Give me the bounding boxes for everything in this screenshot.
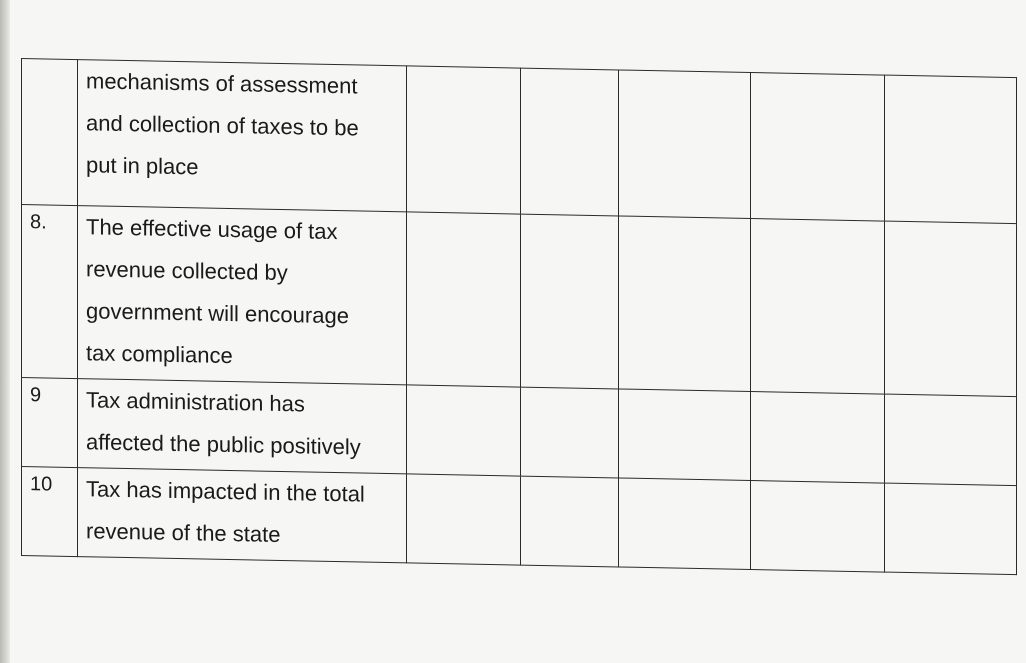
statement-line: Tax has impacted in the total: [86, 476, 365, 507]
response-cell[interactable]: [885, 221, 1017, 397]
row-number: [22, 59, 78, 206]
table-row: [22, 467, 1017, 575]
statement-line: The effective usage of tax: [86, 214, 338, 245]
response-cell[interactable]: [521, 387, 619, 478]
statement-line: put in place: [86, 152, 199, 180]
statement-cell: [78, 206, 407, 385]
statement-line: government will encourage: [86, 298, 349, 329]
row-number: 8.: [22, 205, 78, 379]
statement-line: revenue collected by: [86, 256, 288, 286]
response-cell[interactable]: [885, 483, 1017, 575]
statement-line: revenue of the state: [86, 518, 281, 547]
statement-line: affected the public positively: [86, 429, 361, 460]
response-cell[interactable]: [407, 212, 521, 387]
statement-line: Tax administration has: [86, 387, 305, 417]
response-cell[interactable]: [751, 481, 885, 573]
survey-table-wrapper: [21, 58, 1017, 575]
statement-line: tax compliance: [86, 340, 233, 369]
response-cell[interactable]: [619, 478, 751, 570]
response-cell[interactable]: [407, 385, 521, 476]
table-row: [22, 59, 1017, 224]
row-number: 10: [22, 467, 78, 557]
statement-cell: [78, 468, 407, 563]
response-cell[interactable]: [751, 392, 885, 484]
statement-cell: [78, 379, 407, 474]
response-cell[interactable]: [521, 214, 619, 389]
response-cell[interactable]: [885, 75, 1017, 224]
response-cell[interactable]: [407, 66, 521, 214]
response-cell[interactable]: [751, 219, 885, 395]
statement-cell: [78, 60, 407, 212]
page-binding-edge: [0, 0, 10, 663]
response-cell[interactable]: [521, 68, 619, 216]
response-cell[interactable]: [619, 389, 751, 481]
response-cell[interactable]: [407, 474, 521, 565]
response-cell[interactable]: [619, 216, 751, 392]
statement-line: and collection of taxes to be: [86, 110, 359, 141]
response-cell[interactable]: [619, 70, 751, 219]
response-cell[interactable]: [751, 73, 885, 222]
response-cell[interactable]: [885, 394, 1017, 486]
survey-table: [21, 58, 1017, 575]
response-cell[interactable]: [521, 476, 619, 567]
row-number: 9: [22, 378, 78, 468]
statement-line: mechanisms of assessment: [86, 68, 358, 99]
table-row: [22, 205, 1017, 397]
